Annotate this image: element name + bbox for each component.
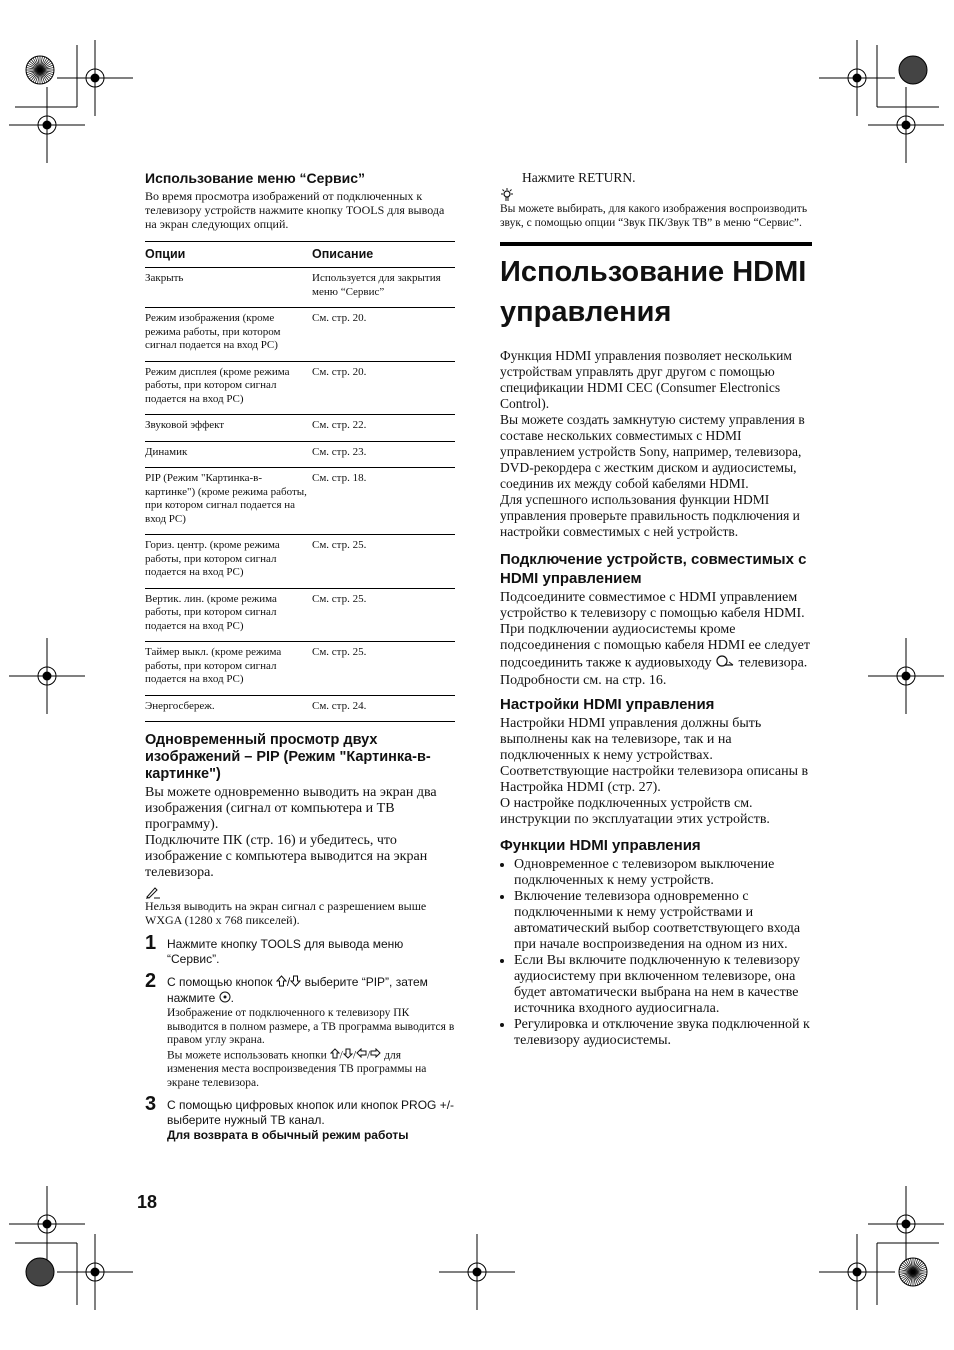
- step-3-text: С помощью цифровых кнопок или кнопок PROG +/- выберите нужный ТВ канал.: [167, 1098, 455, 1127]
- connect-heading: Подключение устройств, совместимых с HDMI управлением: [500, 551, 807, 587]
- tools-menu-intro: Во время просмотра изображений от подключенных к телевизору устройств нажмите кнопку TOOLS для вывода на экран следующих опций.: [145, 189, 445, 231]
- description-column-header: Описание: [312, 242, 455, 268]
- pip-paragraph-2: Подключите ПК (стр. 16) и убедитесь, что изображение с компьютера выводится на экран телевизора.: [145, 833, 428, 880]
- functions-list: [500, 857, 812, 1049]
- pip-paragraph-1: Вы можете одновременно выводить на экран два изображения (сигнал от компьютера и ТВ программу).: [145, 785, 437, 832]
- description-cell: См. стр. 23.: [312, 441, 455, 468]
- dark-dot: [899, 56, 927, 84]
- arrow-down-icon: [343, 1048, 353, 1064]
- description-cell: См. стр. 18.: [312, 468, 455, 535]
- crosshair-dot: [43, 1220, 52, 1229]
- list-item: • Регулировка и отключение звука подключенной к телевизору аудиосистемы.: [514, 1017, 812, 1049]
- crosshair-dot: [91, 74, 100, 83]
- option-cell: Звуковой эффект: [145, 415, 312, 442]
- functions-heading: Функции HDMI управления: [500, 837, 701, 854]
- connect-text: Подсоедините совместимое с HDMI управлением устройство к телевизору с помощью кабеля HDMI. При подключении аудиосистемы кроме подсоединения с помощью кабеля HDMI ее следует подсоединить также к аудиовыходу телевизора. Подробности см. на стр. 16.: [500, 590, 810, 688]
- pip-heading: Одновременный просмотр двух изображений – PIP (Режим "Картинка-в-картинке"): [145, 732, 431, 782]
- description-cell: См. стр. 22.: [312, 415, 455, 442]
- option-cell: Динамик: [145, 441, 312, 468]
- step-3: [145, 1094, 455, 1143]
- list-item: • Если Вы включите подключенную к телевизору аудиосистему при включенном телевизоре, она будет автоматически выбрана на нем в качестве источника входного аудиосигнала.: [514, 953, 812, 1017]
- option-cell: PIP (Режим "Картинка-в-картинке") (кроме режима работы, при котором сигнал подается на вход PC): [145, 468, 312, 535]
- arrow-up-icon: [330, 1048, 340, 1064]
- crosshair-dot: [902, 1220, 911, 1229]
- table-row: [145, 535, 455, 589]
- option-cell: Таймер выкл. (кроме режима работы, при котором сигнал подается на вход PC): [145, 642, 312, 696]
- right-column: [500, 170, 812, 1049]
- arrow-up-icon: [276, 975, 287, 991]
- settings-paragraph-2: О настройке подключенных устройств см. инструкции по эксплуатации этих устройств.: [500, 796, 770, 827]
- tip-text: Вы можете выбирать, для какого изображения воспроизводить звук, с помощью опции “Звук ПК/Звук ТВ” в меню “Сервис”.: [500, 203, 808, 229]
- description-cell: См. стр. 25.: [312, 642, 455, 696]
- option-cell: Закрыть: [145, 268, 312, 308]
- description-cell: См. стр. 20.: [312, 308, 455, 362]
- option-cell: Режим изображения (кроме режима работы, при котором сигнал подается на вход PC): [145, 308, 312, 362]
- table-row: [145, 268, 455, 308]
- option-cell: Энергосбереж.: [145, 695, 312, 722]
- page-number: 18: [137, 1192, 158, 1212]
- description-cell: Используется для закрытия меню “Сервис”: [312, 268, 455, 308]
- left-column: [145, 170, 455, 1143]
- description-cell: См. стр. 25.: [312, 588, 455, 642]
- table-row: [145, 441, 455, 468]
- crosshair-dot: [902, 672, 911, 681]
- intro-paragraph-3: Для успешного использования функции HDMI управления проверьте правильность подключения и настройки совместимых с ней устройств.: [500, 492, 800, 539]
- crosshair-dot: [43, 121, 52, 130]
- return-instruction: Нажмите RETURN.: [522, 170, 636, 185]
- description-cell: См. стр. 25.: [312, 535, 455, 589]
- settings-paragraph-1: Настройки HDMI управления должны быть выполнены как на телевизоре, так и на подключенных к нему устройствах. Соответствующие настройки телевизора описаны в Настройка HDMI (стр. 27).: [500, 716, 809, 795]
- option-cell: Гориз. центр. (кроме режима работы, при котором сигнал подается на вход PC): [145, 535, 312, 589]
- table-row: [145, 695, 455, 722]
- note-icon: [145, 885, 455, 899]
- crosshair-dot: [853, 1268, 862, 1277]
- step-2: [145, 971, 455, 1090]
- options-column-header: Опции: [145, 242, 312, 268]
- table-row: [145, 642, 455, 696]
- description-cell: См. стр. 24.: [312, 695, 455, 722]
- step-2-note-1: Изображение от подключенного к телевизору ПК выводится в полном размере, а ТВ программа выводится в правом углу экрана.: [167, 1007, 455, 1046]
- step-2-note-2: Вы можете использовать кнопки / / / для изменения места воспроизведения ТВ программы на экране телевизора.: [167, 1048, 427, 1089]
- option-cell: Режим дисплея (кроме режима работы, при котором сигнал подается на вход PC): [145, 361, 312, 415]
- option-cell: Вертик. лин. (кроме режима работы, при котором сигнал подается на вход PC): [145, 588, 312, 642]
- crosshair-dot: [902, 121, 911, 130]
- intro-paragraph-1: Функция HDMI управления позволяет нескольким устройствам управлять друг другом с помощью спецификации HDMI CEC (Consumer Electronics Control).: [500, 348, 792, 411]
- options-table: [145, 241, 455, 722]
- step-1-text: Нажмите кнопку TOOLS для вывода меню “Сервис”.: [167, 937, 404, 966]
- step-1: [145, 933, 455, 967]
- arrow-right-icon: [370, 1048, 381, 1063]
- table-row: [145, 468, 455, 535]
- step-3-number: 3: [145, 1093, 157, 1115]
- table-row: [145, 361, 455, 415]
- enter-button-icon: [219, 991, 231, 1007]
- audio-output-icon: [715, 654, 735, 673]
- crosshair-dot: [853, 74, 862, 83]
- settings-heading: Настройки HDMI управления: [500, 696, 715, 713]
- list-item: • Одновременное с телевизором выключение подключенных к нему устройств.: [514, 857, 812, 889]
- step-2-number: 2: [145, 970, 157, 992]
- crosshair-dot: [91, 1268, 100, 1277]
- tools-menu-heading: Использование меню “Сервис”: [145, 170, 366, 186]
- table-row: [145, 308, 455, 362]
- table-row: [145, 415, 455, 442]
- arrow-left-icon: [356, 1048, 367, 1063]
- dark-dot: [26, 1258, 54, 1286]
- step-2-text: С помощью кнопок / выберите “PIP”, затем нажмите .: [167, 975, 428, 1006]
- table-row: [145, 588, 455, 642]
- crosshair-dot: [43, 672, 52, 681]
- intro-paragraph-2: Вы можете создать замкнутую систему управления в составе нескольких совместимых с HDMI управлением устройств Sony, например, телевизора, DVD-рекордера с жестким диском и аудиосистемы, соединив их между собой кабелями HDMI.: [500, 412, 805, 491]
- arrow-down-icon: [290, 975, 301, 991]
- tip-icon: [500, 188, 812, 202]
- options-table-header: [145, 242, 455, 268]
- list-item: • Включение телевизора одновременно с подключенными к нему устройствами и автоматический выбор соответствующего входа при начале воспроизведения на одном из них.: [514, 889, 812, 953]
- page-title: Использование HDMI управления: [500, 242, 812, 332]
- description-cell: См. стр. 20.: [312, 361, 455, 415]
- note-text: Нельзя выводить на экран сигнал с разрешением выше WXGA (1280 x 768 пикселей).: [145, 899, 427, 927]
- step-3-bold-text: Для возврата в обычный режим работы: [167, 1128, 409, 1142]
- step-1-number: 1: [145, 932, 157, 954]
- crosshair-dot: [473, 1268, 482, 1277]
